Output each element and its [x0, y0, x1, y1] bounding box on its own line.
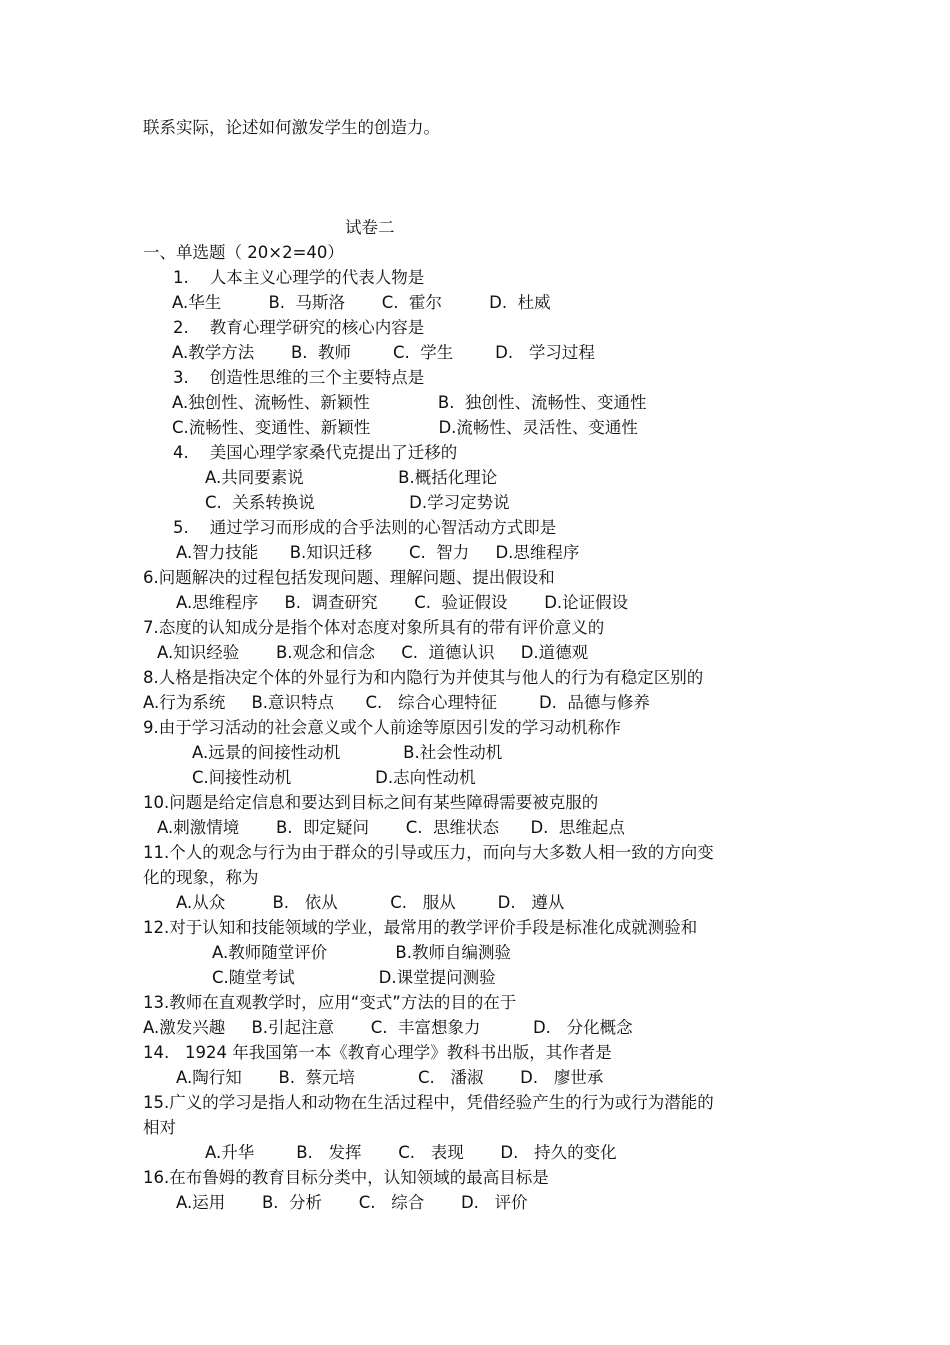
- question-15: 15.广义的学习是指人和动物在生活过程中，凭借经验产生的行为或行为潜能的: [143, 1093, 714, 1112]
- options-15: A.升华 B. 发挥 C. 表现 D. 持久的变化: [205, 1143, 617, 1162]
- question-16: 16.在布鲁姆的教育目标分类中，认知领域的最高目标是: [143, 1168, 549, 1187]
- options-8: A.行为系统 B.意识特点 C. 综合心理特征 D. 品德与修养: [143, 693, 650, 712]
- options-1: A.华生 B. 马斯洛 C. 霍尔 D. 杜威: [172, 293, 551, 312]
- options-12-row2: C.随堂考试 D.课堂提问测验: [212, 968, 496, 987]
- question-5: 5. 通过学习而形成的合乎法则的心智活动方式即是: [173, 518, 557, 537]
- options-11: A.从众 B. 依从 C. 服从 D. 遵从: [176, 893, 565, 912]
- options-9-row2: C.间接性动机 D.志向性动机: [192, 768, 476, 787]
- question-10: 10.问题是给定信息和要达到目标之间有某些障碍需要被克服的: [143, 793, 599, 812]
- options-7: A.知识经验 B.观念和信念 C. 道德认识 D.道德观: [157, 643, 589, 662]
- question-14: 14. 1924 年我国第一本《教育心理学》教科书出版，其作者是: [143, 1043, 612, 1062]
- options-5: A.智力技能 B.知识迁移 C. 智力 D.思维程序: [176, 543, 580, 562]
- options-16: A.运用 B. 分析 C. 综合 D. 评价: [176, 1193, 528, 1212]
- exam-title: 试卷二: [345, 218, 395, 237]
- question-4: 4. 美国心理学家桑代克提出了迁移的: [173, 443, 458, 462]
- question-2: 2. 教育心理学研究的核心内容是: [173, 318, 425, 337]
- options-9-row1: A.远景的间接性动机 B.社会性动机: [192, 743, 503, 762]
- section-heading: 一、单选题（ 20×2=40）: [143, 243, 344, 262]
- question-12: 12.对于认知和技能领域的学业，最常用的教学评价手段是标准化成就测验和: [143, 918, 698, 937]
- question-7: 7.态度的认知成分是指个体对态度对象所具有的带有评价意义的: [143, 618, 605, 637]
- options-10: A.刺激情境 B. 即定疑问 C. 思维状态 D. 思维起点: [157, 818, 625, 837]
- options-14: A.陶行知 B. 蔡元培 C. 潘淑 D. 廖世承: [176, 1068, 604, 1087]
- options-3-row2: C.流畅性、变通性、新颖性 D.流畅性、灵活性、变通性: [172, 418, 638, 437]
- options-13: A.激发兴趣 B.引起注意 C. 丰富想象力 D. 分化概念: [143, 1018, 633, 1037]
- question-11: 11.个人的观念与行为由于群众的引导或压力，而向与大多数人相一致的方向变: [143, 843, 714, 862]
- options-4-row2: C. 关系转换说 D.学习定势说: [205, 493, 510, 512]
- question-15-cont: 相对: [143, 1118, 176, 1137]
- options-4-row1: A.共同要素说 B.概括化理论: [205, 468, 498, 487]
- options-2: A.教学方法 B. 教师 C. 学生 D. 学习过程: [172, 343, 595, 362]
- question-11-cont: 化的现象，称为: [143, 868, 259, 887]
- question-1: 1. 人本主义心理学的代表人物是: [173, 268, 425, 287]
- essay-prompt: 联系实际，论述如何激发学生的创造力。: [143, 118, 440, 137]
- question-13: 13.教师在直观教学时，应用“变式”方法的目的在于: [143, 993, 517, 1012]
- options-6: A.思维程序 B. 调查研究 C. 验证假设 D.论证假设: [176, 593, 629, 612]
- options-12-row1: A.教师随堂评价 B.教师自编测验: [212, 943, 511, 962]
- options-3-row1: A.独创性、流畅性、新颖性 B. 独创性、流畅性、变通性: [172, 393, 647, 412]
- question-6: 6.问题解决的过程包括发现问题、理解问题、提出假设和: [143, 568, 555, 587]
- question-3: 3. 创造性思维的三个主要特点是: [173, 368, 425, 387]
- question-8: 8.人格是指决定个体的外显行为和内隐行为并使其与他人的行为有稳定区别的: [143, 668, 704, 687]
- question-9: 9.由于学习活动的社会意义或个人前途等原因引发的学习动机称作: [143, 718, 621, 737]
